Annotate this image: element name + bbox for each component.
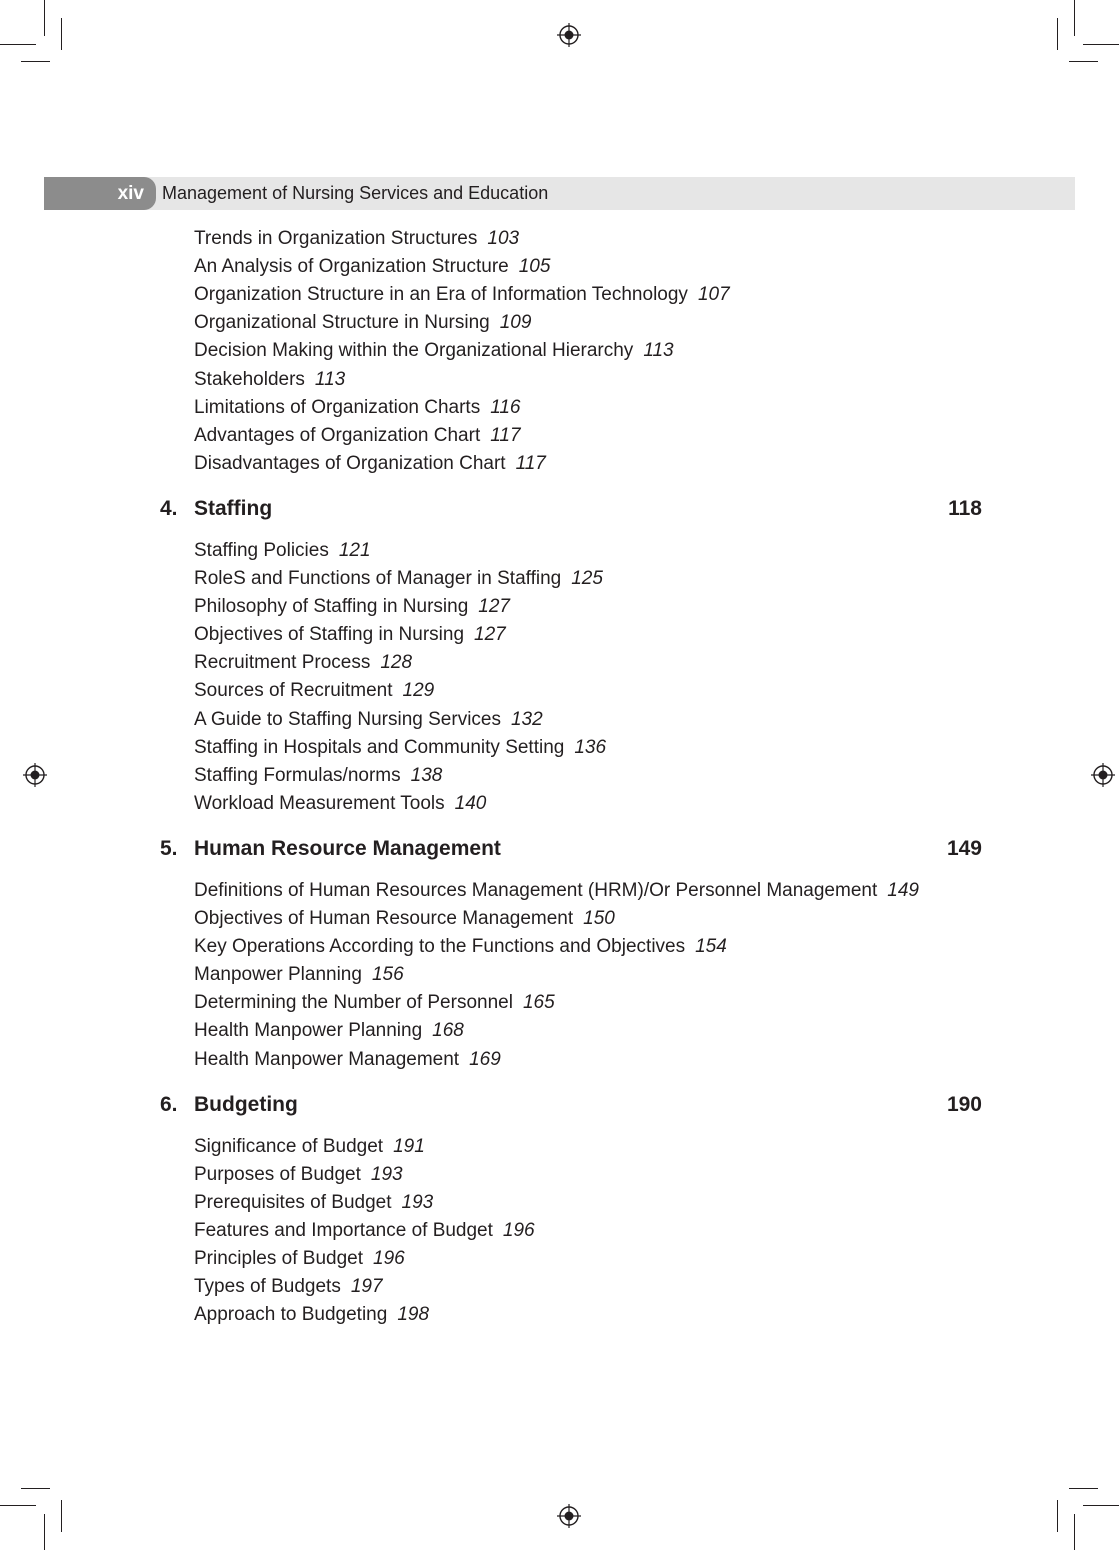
toc-entry[interactable]: [194, 1189, 433, 1217]
running-header: [44, 177, 1075, 210]
toc-entry[interactable]: [194, 1217, 535, 1245]
toc-entry-title: Limitations of Organization Charts: [194, 396, 481, 418]
toc-entry-title: Staffing Formulas/norms: [194, 764, 401, 786]
chapter-page: 118: [948, 496, 982, 520]
toc-entry-title: Purposes of Budget: [194, 1163, 361, 1185]
toc-entry-title: Principles of Budget: [194, 1248, 363, 1269]
toc-entry-title: Definitions of Human Resources Management (HRM)/Or Personnel Management: [194, 879, 878, 901]
toc-entry[interactable]: [194, 225, 519, 253]
toc-entry[interactable]: [194, 905, 615, 933]
toc-entry-page: 127: [478, 596, 510, 618]
toc-entry-page: 193: [401, 1191, 434, 1213]
toc-entry-title: Philosophy of Staffing in Nursing: [194, 596, 469, 618]
toc-entry-page: 117: [515, 452, 546, 474]
page-folio: xiv: [117, 183, 144, 204]
toc-entry-page: 105: [518, 256, 551, 278]
toc-entry-page: 165: [522, 992, 555, 1014]
toc-entry[interactable]: [194, 253, 550, 281]
toc-entry-title: Health Manpower Planning: [194, 1020, 423, 1042]
toc-entry-page: 169: [469, 1048, 501, 1070]
toc-entry[interactable]: [194, 649, 412, 677]
chapter-number: 6.: [160, 1092, 178, 1116]
toc-entry-title: Organizational Structure in Nursing: [194, 312, 490, 334]
crop-mark: [1083, 1505, 1119, 1506]
crop-mark: [61, 1500, 62, 1532]
crop-mark: [1069, 61, 1098, 62]
toc-entry-page: 109: [499, 312, 532, 334]
running-head-title: Management of Nursing Services and Education: [162, 183, 549, 203]
toc-entry[interactable]: [194, 989, 555, 1017]
toc-entry-page: 107: [697, 284, 730, 306]
toc-entry[interactable]: [194, 877, 919, 905]
chapter-page: 190: [946, 1092, 982, 1116]
toc-entry-page: 191: [393, 1135, 425, 1157]
toc-entry-title: Manpower Planning: [194, 964, 362, 986]
toc-entry-title: Significance of Budget: [194, 1135, 384, 1157]
crop-mark: [1074, 1514, 1075, 1550]
chapter-number: 5.: [160, 836, 178, 860]
toc-entry[interactable]: [194, 706, 543, 734]
toc-entry-title: Approach to Budgeting: [194, 1304, 388, 1326]
toc-entry-page: 193: [370, 1163, 403, 1185]
toc-entry-title: Sources of Recruitment: [194, 680, 393, 702]
toc-entry[interactable]: [194, 281, 730, 309]
toc-entry-title: Objectives of Human Resource Management: [194, 908, 574, 929]
toc-entry-title: RoleS and Functions of Manager in Staffing: [194, 568, 562, 589]
toc-entry-title: Objectives of Staffing in Nursing: [194, 624, 465, 646]
toc-entry-page: 150: [583, 908, 615, 929]
toc-entry-title: Disadvantages of Organization Chart: [194, 452, 506, 474]
toc-entry-title: Trends in Organization Structures: [194, 228, 478, 249]
toc-entry[interactable]: [194, 1273, 383, 1301]
toc-entry[interactable]: [194, 537, 371, 565]
crop-mark: [44, 0, 45, 36]
toc-entry-page: 196: [373, 1248, 405, 1269]
toc-entry-page: 136: [574, 736, 607, 758]
crop-mark: [1083, 44, 1119, 45]
toc-entry[interactable]: [194, 1161, 403, 1189]
toc-entry[interactable]: [194, 961, 404, 989]
toc-entry-title: Features and Importance of Budget: [194, 1219, 493, 1241]
toc-entry-title: Prerequisites of Budget: [194, 1191, 392, 1213]
toc-entry[interactable]: [194, 1301, 429, 1329]
toc-entry[interactable]: [194, 1245, 405, 1273]
toc-entry-page: 117: [490, 424, 521, 446]
toc-entry-title: Key Operations According to the Functions and Objectives: [194, 936, 686, 958]
toc-entry-title: Health Manpower Management: [194, 1048, 460, 1070]
toc-entry-page: 116: [490, 396, 521, 418]
toc-entry-title: Decision Making within the Organizational Hierarchy: [194, 340, 634, 362]
crop-mark: [1057, 1500, 1058, 1532]
toc-entry-page: 156: [371, 964, 404, 986]
chapter-title: Budgeting: [194, 1092, 298, 1116]
registration-mark-icon: [1091, 763, 1115, 787]
toc-entry-page: 138: [410, 764, 443, 786]
toc-entry[interactable]: [194, 593, 510, 621]
toc-entry-title: Workload Measurement Tools: [194, 792, 445, 814]
toc-entry-title: Advantages of Organization Chart: [194, 424, 481, 446]
toc-entry-page: 127: [474, 624, 506, 646]
toc-entry[interactable]: [194, 337, 674, 365]
toc-entry[interactable]: [194, 450, 546, 478]
toc-entry-page: 121: [338, 539, 371, 561]
crop-mark: [21, 1488, 50, 1489]
toc-entry-page: 113: [643, 340, 674, 362]
toc-entry[interactable]: [194, 394, 520, 422]
toc-entry-page: 113: [314, 368, 346, 390]
registration-mark-icon: [557, 23, 581, 47]
toc-entry-page: 140: [454, 792, 487, 814]
toc-entry-title: Stakeholders: [194, 368, 305, 390]
toc-entry[interactable]: [194, 422, 521, 450]
toc-entry-page: 125: [571, 568, 603, 589]
toc-entry[interactable]: [194, 621, 506, 649]
toc-entry-page: 128: [380, 652, 413, 674]
chapter-heading[interactable]: [160, 494, 982, 524]
toc-entry-page: 129: [402, 680, 435, 702]
crop-mark: [61, 18, 62, 50]
chapter-heading[interactable]: [160, 1090, 982, 1120]
crop-mark: [0, 1505, 36, 1506]
chapter-title: Staffing: [194, 496, 273, 520]
toc-entry-page: 197: [350, 1276, 383, 1298]
toc-entry[interactable]: [194, 1046, 501, 1074]
toc-entry-page: 168: [432, 1020, 464, 1042]
crop-mark: [44, 1514, 45, 1550]
chapter-title: Human Resource Management: [194, 836, 501, 860]
crop-mark: [1074, 0, 1075, 36]
toc-entry[interactable]: [194, 734, 606, 762]
registration-mark-icon: [557, 1504, 581, 1528]
toc-entry[interactable]: [194, 762, 442, 790]
toc-entry[interactable]: [194, 677, 434, 705]
registration-mark-icon: [23, 763, 47, 787]
crop-mark: [0, 44, 36, 45]
toc-entry-title: Staffing in Hospitals and Community Setting: [194, 736, 565, 758]
toc-entry-title: An Analysis of Organization Structure: [194, 256, 509, 278]
toc-entry-page: 196: [502, 1219, 535, 1241]
crop-mark: [1069, 1488, 1098, 1489]
toc-entry[interactable]: [194, 1017, 464, 1045]
chapter-number: 4.: [160, 496, 178, 520]
toc-entry-page: 149: [887, 879, 919, 901]
chapter-page: 149: [946, 836, 982, 860]
toc-entry-title: Determining the Number of Personnel: [194, 992, 513, 1014]
toc-entry[interactable]: [194, 933, 727, 961]
crop-mark: [1057, 18, 1058, 50]
toc-entry-title: Staffing Policies: [194, 539, 329, 561]
toc-entry-page: 198: [397, 1304, 430, 1326]
toc-entry[interactable]: [194, 309, 531, 337]
toc-entry[interactable]: [194, 1133, 425, 1161]
toc-entry-title: Types of Budgets: [194, 1276, 341, 1298]
toc-entry[interactable]: [194, 565, 603, 593]
toc-entry-title: Recruitment Process: [194, 652, 371, 674]
chapter-heading[interactable]: [160, 834, 982, 864]
toc-entry-page: 103: [487, 228, 520, 249]
toc-entry-page: 132: [510, 708, 543, 730]
crop-mark: [21, 61, 50, 62]
toc-entry-page: 154: [695, 936, 727, 958]
toc-entry[interactable]: [194, 790, 486, 818]
toc-entry-title: Organization Structure in an Era of Information Technology: [194, 284, 688, 306]
toc-entry-title: A Guide to Staffing Nursing Services: [194, 708, 501, 730]
toc-entry[interactable]: [194, 366, 345, 394]
